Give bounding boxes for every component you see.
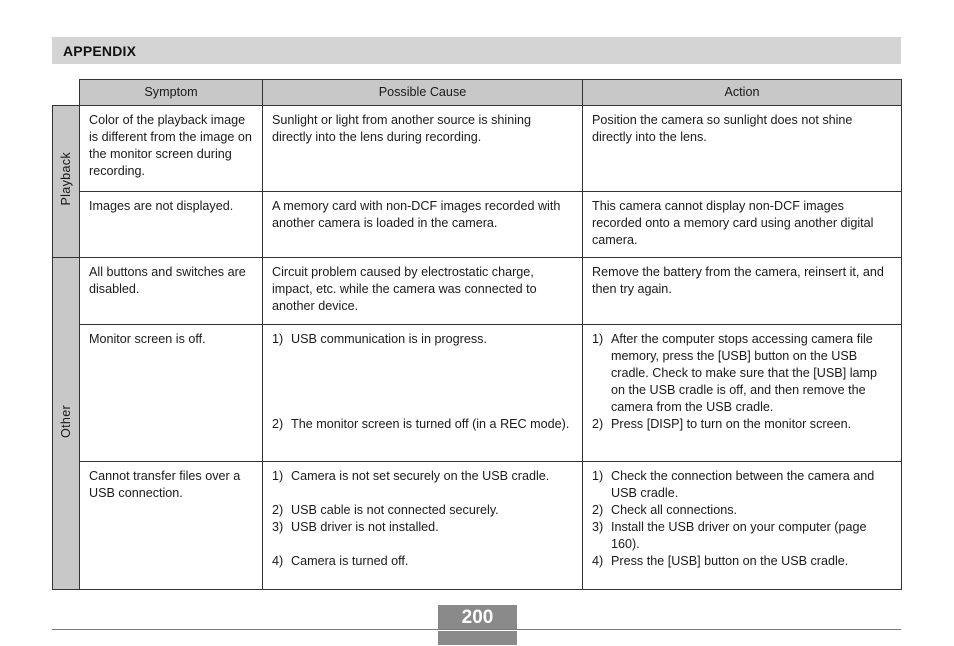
symptom-cell: Cannot transfer files over a USB connection.: [80, 462, 263, 590]
table-row: [53, 258, 902, 325]
list-item: 3) USB driver is not installed.: [272, 520, 439, 534]
page-number-box-base: [438, 631, 517, 645]
action-list: [592, 331, 892, 433]
column-header-cause: Possible Cause: [263, 80, 583, 106]
section-label-text: Other: [58, 404, 73, 438]
list-item: 2) USB cable is not connected securely.: [272, 503, 499, 517]
list-item: 2) The monitor screen is turned off (in a REC mode).: [272, 417, 570, 431]
section-header-bar: [52, 37, 901, 64]
page-number: 200: [461, 607, 494, 628]
list-item: 2) Press [DISP] to turn on the monitor screen.: [592, 417, 852, 431]
cause-cell: Sunlight or light from another source is shining directly into the lens during recording.: [263, 106, 583, 192]
list-item: 1) After the computer stops accessing camera file memory, press the [USB] button on the USB cradle. Check to make sure that the [USB] lamp on the USB cradle is off, and then remove the camera from the USB cradle.: [592, 332, 877, 414]
header-corner: [53, 80, 80, 106]
section-label-playback: [53, 106, 80, 258]
column-header-symptom: Symptom: [80, 80, 263, 106]
list-item: 1) USB communication is in progress.: [272, 332, 487, 346]
troubleshooting-table: [52, 79, 902, 590]
list-item: 4) Press the [USB] button on the USB cradle.: [592, 554, 849, 568]
action-cell: [583, 325, 902, 462]
list-item: 1) Camera is not set securely on the USB cradle.: [272, 469, 550, 483]
symptom-cell: Monitor screen is off.: [80, 325, 263, 462]
list-item: 2) Check all connections.: [592, 503, 738, 517]
symptom-cell: All buttons and switches are disabled.: [80, 258, 263, 325]
table-row: [53, 192, 902, 258]
section-title: APPENDIX: [63, 43, 137, 59]
table-header-row: [53, 80, 902, 106]
page-number-box: [438, 605, 517, 629]
table-row: [53, 462, 902, 590]
cause-cell: Circuit problem caused by electrostatic charge, impact, etc. while the camera was connected to another device.: [263, 258, 583, 325]
list-item: 3) Install the USB driver on your computer (page 160).: [592, 520, 867, 551]
cause-list: [272, 468, 573, 570]
column-header-action: Action: [583, 80, 902, 106]
cause-cell: A memory card with non-DCF images recorded with another camera is loaded in the camera.: [263, 192, 583, 258]
section-label-other: [53, 258, 80, 590]
cause-cell: [263, 462, 583, 590]
action-cell: Remove the battery from the camera, reinsert it, and then try again.: [583, 258, 902, 325]
symptom-cell: Color of the playback image is different from the image on the monitor screen during recording.: [80, 106, 263, 192]
action-cell: [583, 462, 902, 590]
action-cell: This camera cannot display non-DCF images recorded onto a memory card using another digital camera.: [583, 192, 902, 258]
list-item: 1) Check the connection between the camera and USB cradle.: [592, 469, 875, 500]
list-item: 4) Camera is turned off.: [272, 554, 409, 568]
cause-cell: [263, 325, 583, 462]
symptom-cell: Images are not displayed.: [80, 192, 263, 258]
table-row: [53, 106, 902, 192]
section-label-text: Playback: [58, 152, 73, 206]
cause-list: [272, 331, 573, 433]
action-list: [592, 468, 892, 570]
action-cell: Position the camera so sunlight does not shine directly into the lens.: [583, 106, 902, 192]
footer-rule: [52, 629, 901, 630]
table-row: [53, 325, 902, 462]
